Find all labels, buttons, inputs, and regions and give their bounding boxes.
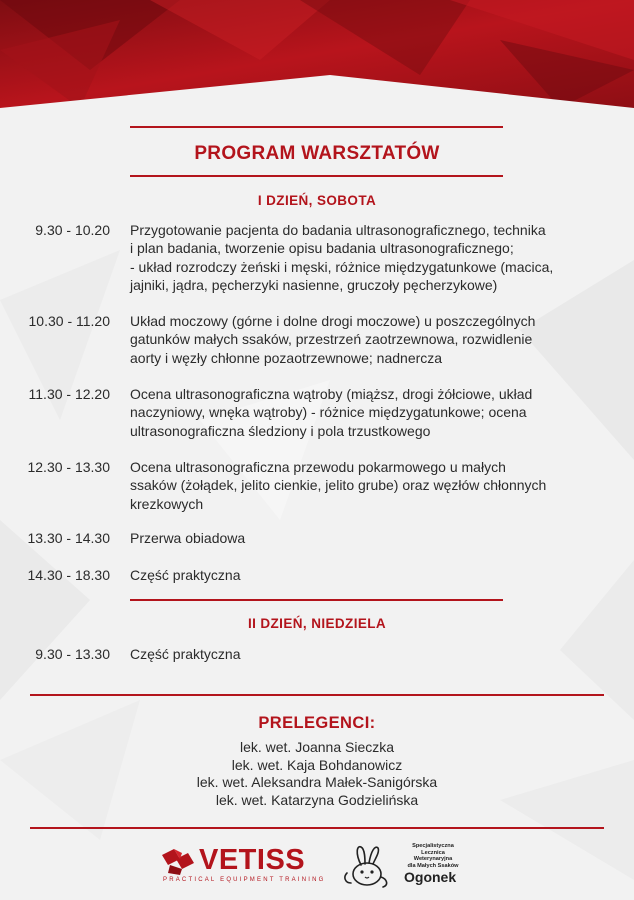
- description-line: i plan badania, tworzenie opisu badania ultrasonograficznego;: [130, 240, 514, 257]
- ogonek-name: Ogonek: [404, 869, 457, 885]
- schedule-time: 10.30 - 11.20: [28, 313, 110, 329]
- description-line: Układ moczowy (górne i dolne drogi moczowe) u poszczególnych: [130, 313, 536, 329]
- speaker-name: lek. wet. Katarzyna Godzielińska: [215, 791, 419, 808]
- vetiss-wordmark: VETISS: [199, 844, 306, 876]
- speaker-name: lek. wet. Joanna Sieczka: [239, 739, 395, 755]
- schedule-description: [130, 529, 600, 547]
- footer-rule: [30, 827, 604, 829]
- description-line: - układ rozrodczy żeński i męski, różnice międzygatunkowe (macica,: [130, 258, 554, 275]
- ogonek-subtitle: [403, 843, 463, 869]
- rabbit-icon: [343, 843, 399, 891]
- description-line: ssaków (żołądek, jelito cienkie, jelito grube) oraz węzłów chłonnych: [130, 477, 547, 494]
- schedule-description: [130, 312, 600, 367]
- page-title: PROGRAM WARSZTATÓW: [194, 143, 440, 164]
- description-line: gatunków małych ssaków, przestrzeń zaotrzewnowa, rozwidlenie: [130, 331, 533, 348]
- schedule-time: 9.30 - 13.30: [35, 646, 110, 662]
- speakers-list: [0, 739, 634, 809]
- description-line: jajniki, jądra, pęcherzyki nasienne, gruczoły pęcherzykowe): [130, 277, 498, 294]
- schedule-description: [130, 385, 600, 440]
- title-bottom-rule: [130, 175, 503, 177]
- description-line: aorty i węzły chłonne pozaotrzewnowe; nadnercza: [130, 349, 443, 366]
- day-one-heading: I DZIEŃ, SOBOTA: [257, 193, 377, 208]
- title-top-rule: [130, 126, 503, 128]
- vetiss-tagline: PRACTICAL EQUIPMENT TRAINING: [163, 877, 326, 883]
- schedule-time: 9.30 - 10.20: [35, 222, 110, 238]
- ogonek-subtitle-line: Lecznica Weterynaryjna: [413, 849, 453, 863]
- ogonek-subtitle-line: Specjalistyczna: [412, 843, 454, 849]
- schedule-time: 11.30 - 12.20: [28, 386, 110, 402]
- schedule-description: [130, 566, 600, 584]
- schedule-description: [130, 645, 600, 663]
- speaker-name: lek. wet. Kaja Bohdanowicz: [231, 756, 403, 773]
- ogonek-subtitle-line: dla Małych Ssaków: [407, 862, 459, 869]
- description-line: ultrasonograficzna śledziony i pola trzustkowego: [130, 422, 431, 439]
- vetiss-mark-icon: [160, 845, 198, 877]
- description-line: Część praktyczna: [130, 567, 241, 583]
- day-divider-rule: [130, 599, 503, 601]
- description-line: Ocena ultrasonograficzna przewodu pokarmowego u małych: [130, 459, 506, 475]
- ogonek-logo: [343, 841, 483, 891]
- schedule-description: [130, 458, 600, 513]
- description-line: Część praktyczna: [130, 646, 241, 662]
- description-line: naczyniowy, wnęka wątroby) - różnice międzygatunkowe; ocena: [130, 404, 527, 421]
- speakers-top-rule: [30, 694, 604, 696]
- description-line: Przerwa obiadowa: [130, 530, 246, 546]
- schedule-time: 13.30 - 14.30: [27, 530, 110, 546]
- day-two-heading: II DZIEŃ, NIEDZIELA: [247, 616, 387, 631]
- speakers-heading: PRELEGENCI:: [258, 714, 376, 732]
- vetiss-logo: [160, 843, 326, 887]
- description-line: Ocena ultrasonograficzna wątroby (miąższ, drogi żółciowe, układ: [130, 386, 533, 402]
- schedule-time: 14.30 - 18.30: [27, 567, 110, 583]
- description-line: krezkowych: [130, 495, 204, 512]
- schedule-time: 12.30 - 13.30: [27, 459, 110, 475]
- description-line: Przygotowanie pacjenta do badania ultrasonograficznego, technika: [130, 222, 546, 238]
- speaker-name: lek. wet. Aleksandra Małek-Sanigórska: [196, 774, 438, 790]
- schedule-description: [130, 221, 600, 295]
